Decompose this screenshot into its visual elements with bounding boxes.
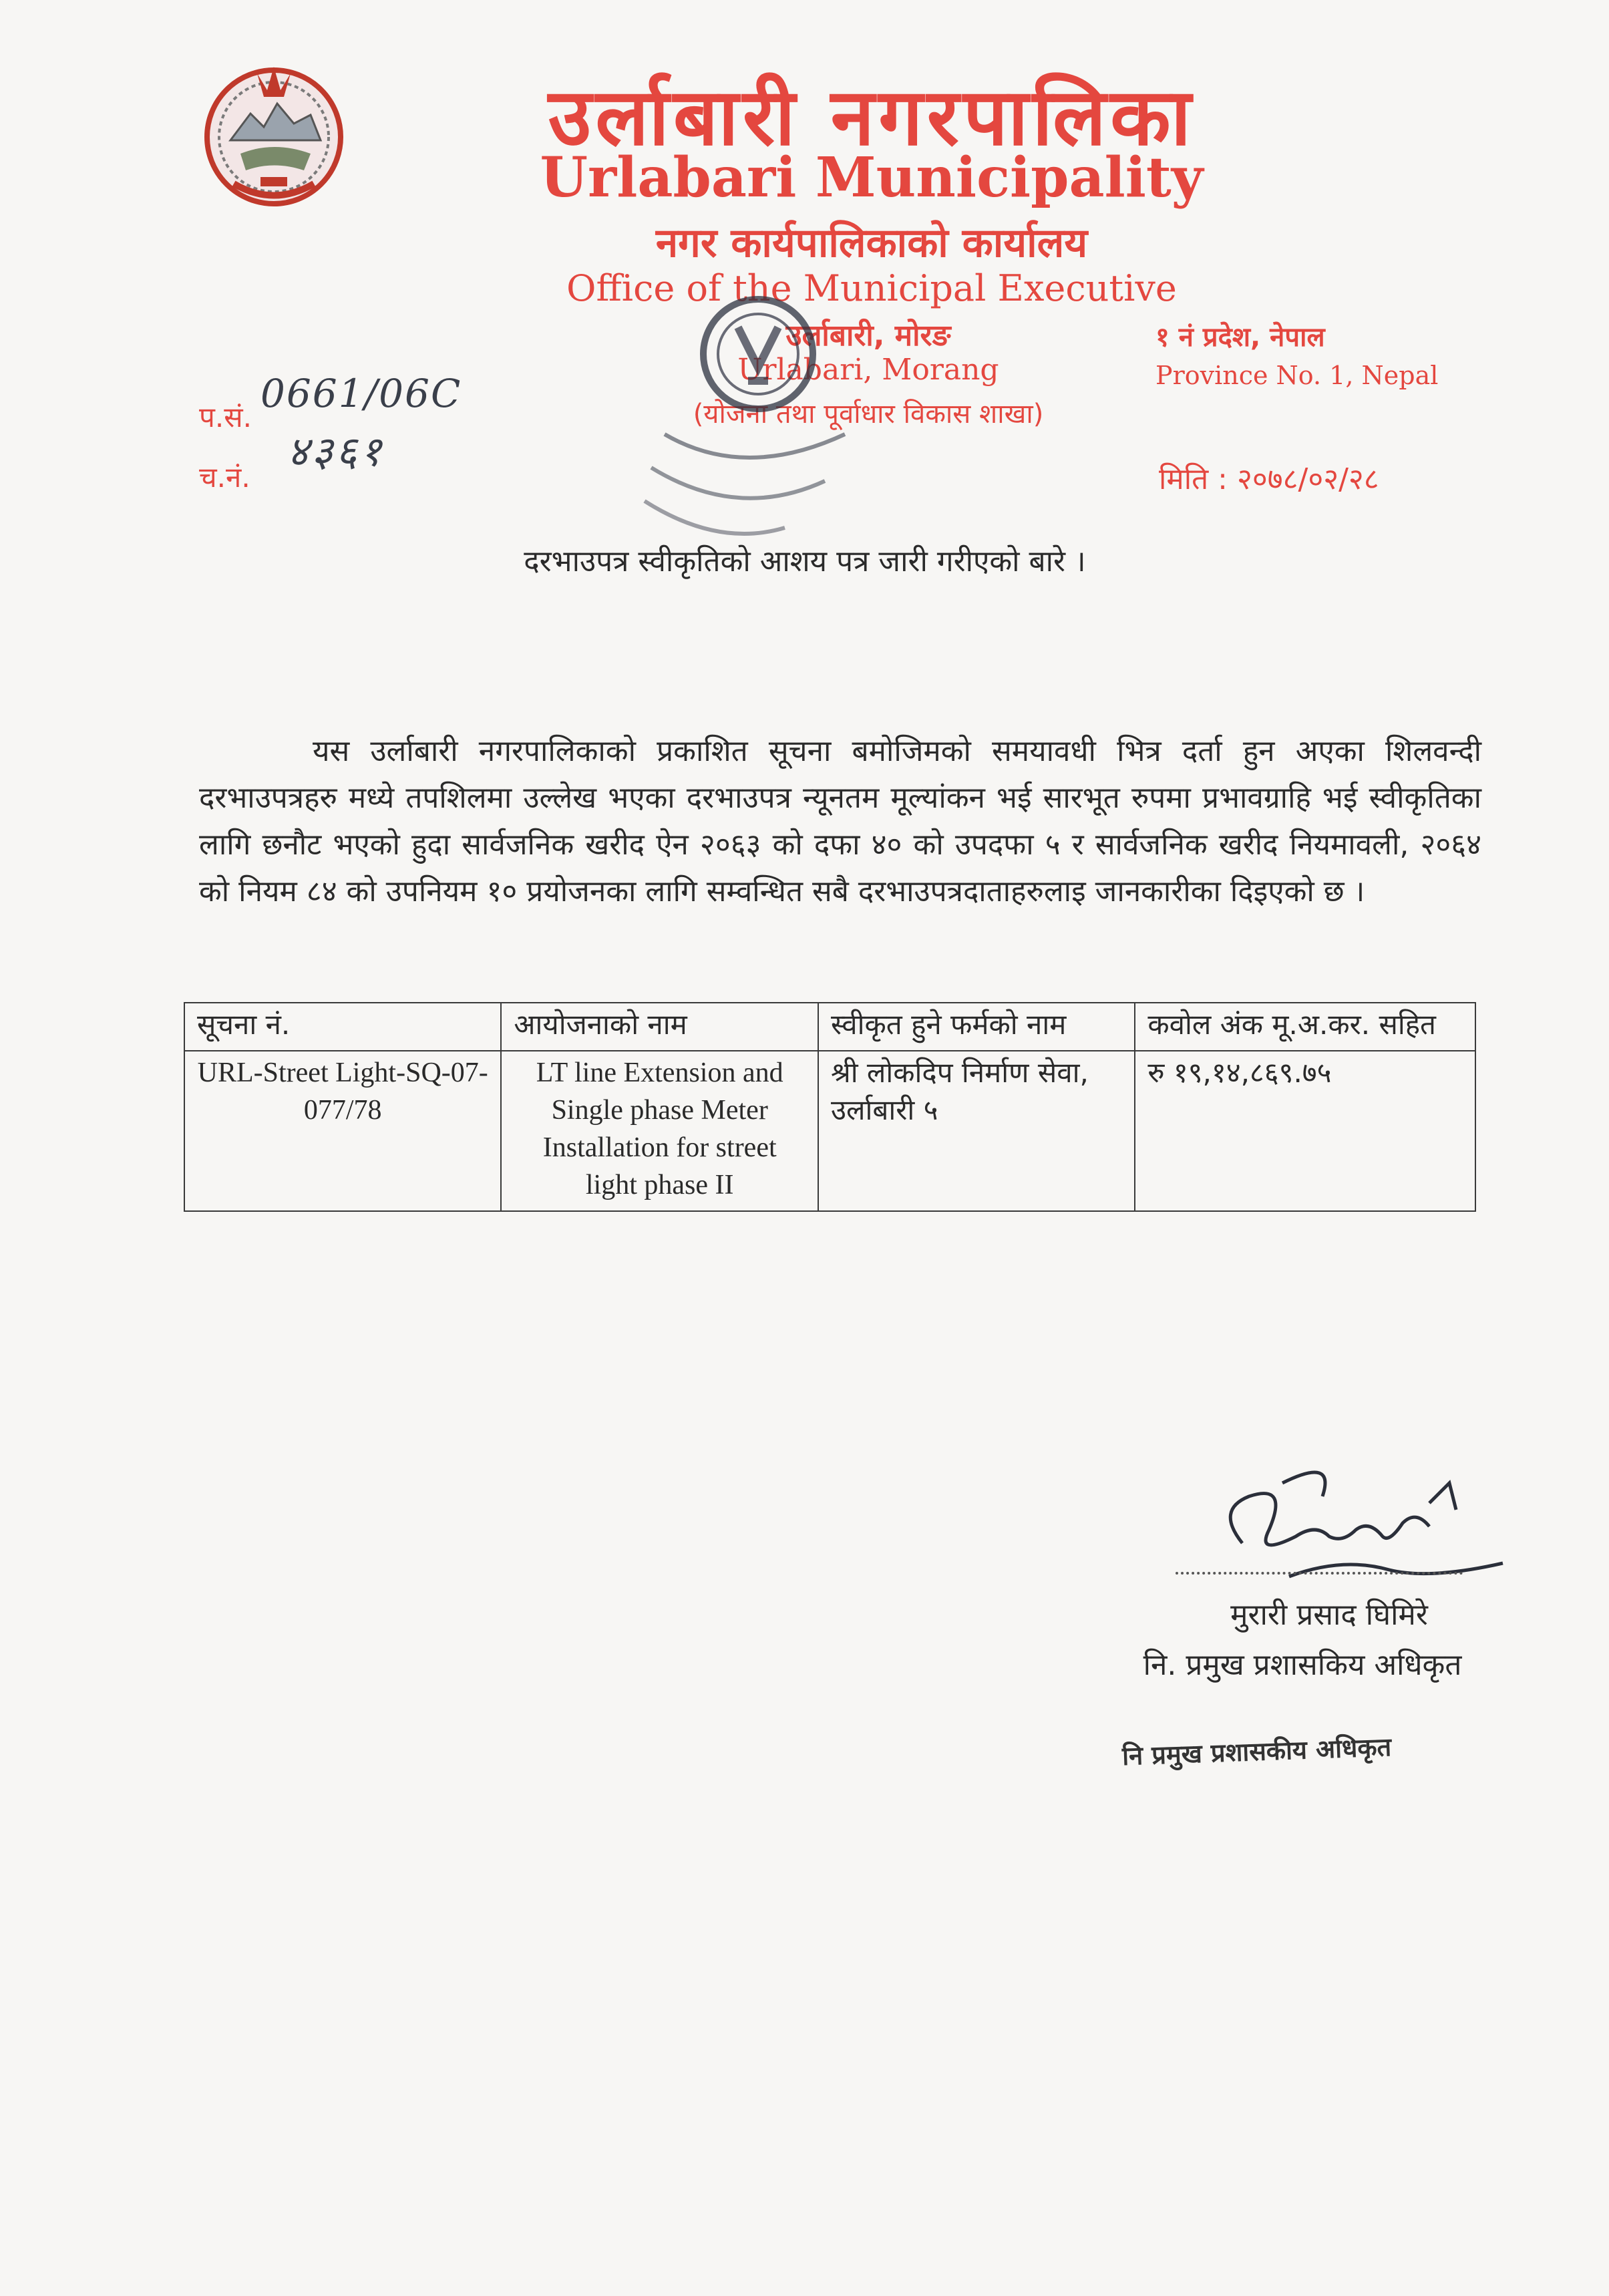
ps-value-handwritten: 0661/06C [260,371,462,416]
letter-body: यस उर्लाबारी नगरपालिकाको प्रकाशित सूचना बमोजिमको समयावधी भित्र दर्ता हुन अएका शिलवन्दी दरभाउपत्रहरु मध्ये तपशिलमा उल्लेख भएका दरभाउपत्र न्यूनतम मूल्यांकन भई सारभूत रुपमा प्रभावग्राहि भई स्वीकृतिका लागि छनौट भएको हुदा सार्वजनिक खरीद ऐन २०६३ को दफा ४० को उपदफा ५ र सार्वजनिक खरीद नियमावली, २०६४ को नियम ८४ को उपनियम १० प्रयोजनका लागि सम्वन्धित सबै दरभाउपत्रदाताहरुलाइ जानकारीका दिइएको छ । [199,734,1481,909]
handwritten-signature [1189,1443,1523,1603]
letter-subject: दरभाउपत्र स्वीकृतिको आशय पत्र जारी गरीएको बारे । [524,544,1086,579]
letter-date: मिति : २०७८/०२/२८ [1159,462,1379,496]
cell-project-name: LT line Extension and Single phase Meter Installation for street light phase II [501,1051,818,1211]
signature-line [1176,1572,1463,1575]
award-table [184,1002,1476,1212]
province-english: Province No. 1, Nepal [1155,361,1439,390]
office-name-nepali: नगर कार्यपालिकाको कार्यालय [655,220,1088,267]
office-name-english: Office of the Municipal Executive [566,267,1177,309]
municipality-name-english: Urlabari Municipality [540,146,1204,210]
ps-label: प.सं. [199,401,252,434]
table-header-row [184,1003,1475,1051]
officer-name: मुरारी प्रसाद घिमिरे [1230,1598,1428,1632]
location-nepali: उर्लाबारी, मोरङ [785,319,951,353]
section-name: (योजना तथा पूर्वाधार विकास शाखा) [693,399,1044,430]
header-project-name: आयोजनाको नाम [501,1003,818,1051]
cell-firm-name: श्री लोकदिप निर्माण सेवा, उर्लाबारी ५ [818,1051,1135,1211]
header-bid-amount: कवोल अंक मू.अ.कर. सहित [1135,1003,1475,1051]
cell-notice-no: URL-Street Light-SQ-07-077/78 [184,1051,501,1211]
table-row [184,1051,1475,1211]
cn-label: च.नं. [199,461,250,494]
officer-rubber-stamp: नि प्रमुख प्रशासकीय अधिकृत [1121,1732,1392,1772]
cell-bid-amount: रु १९,१४,८६९.७५ [1135,1051,1475,1211]
officer-title: नि. प्रमुख प्रशासकिय अधिकृत [1143,1648,1462,1682]
municipality-name-nepali: उर्लाबारी नगरपालिका [548,71,1196,163]
office-seal-stamp [624,281,865,561]
province-nepali: १ नं प्रदेश, नेपाल [1155,322,1325,353]
location-english: Urlabari, Morang [737,353,999,387]
header-notice-no: सूचना नं. [184,1003,501,1051]
header-firm-name: स्वीकृत हुने फर्मको नाम [818,1003,1135,1051]
cn-value-handwritten: ४३६१ [287,427,384,476]
